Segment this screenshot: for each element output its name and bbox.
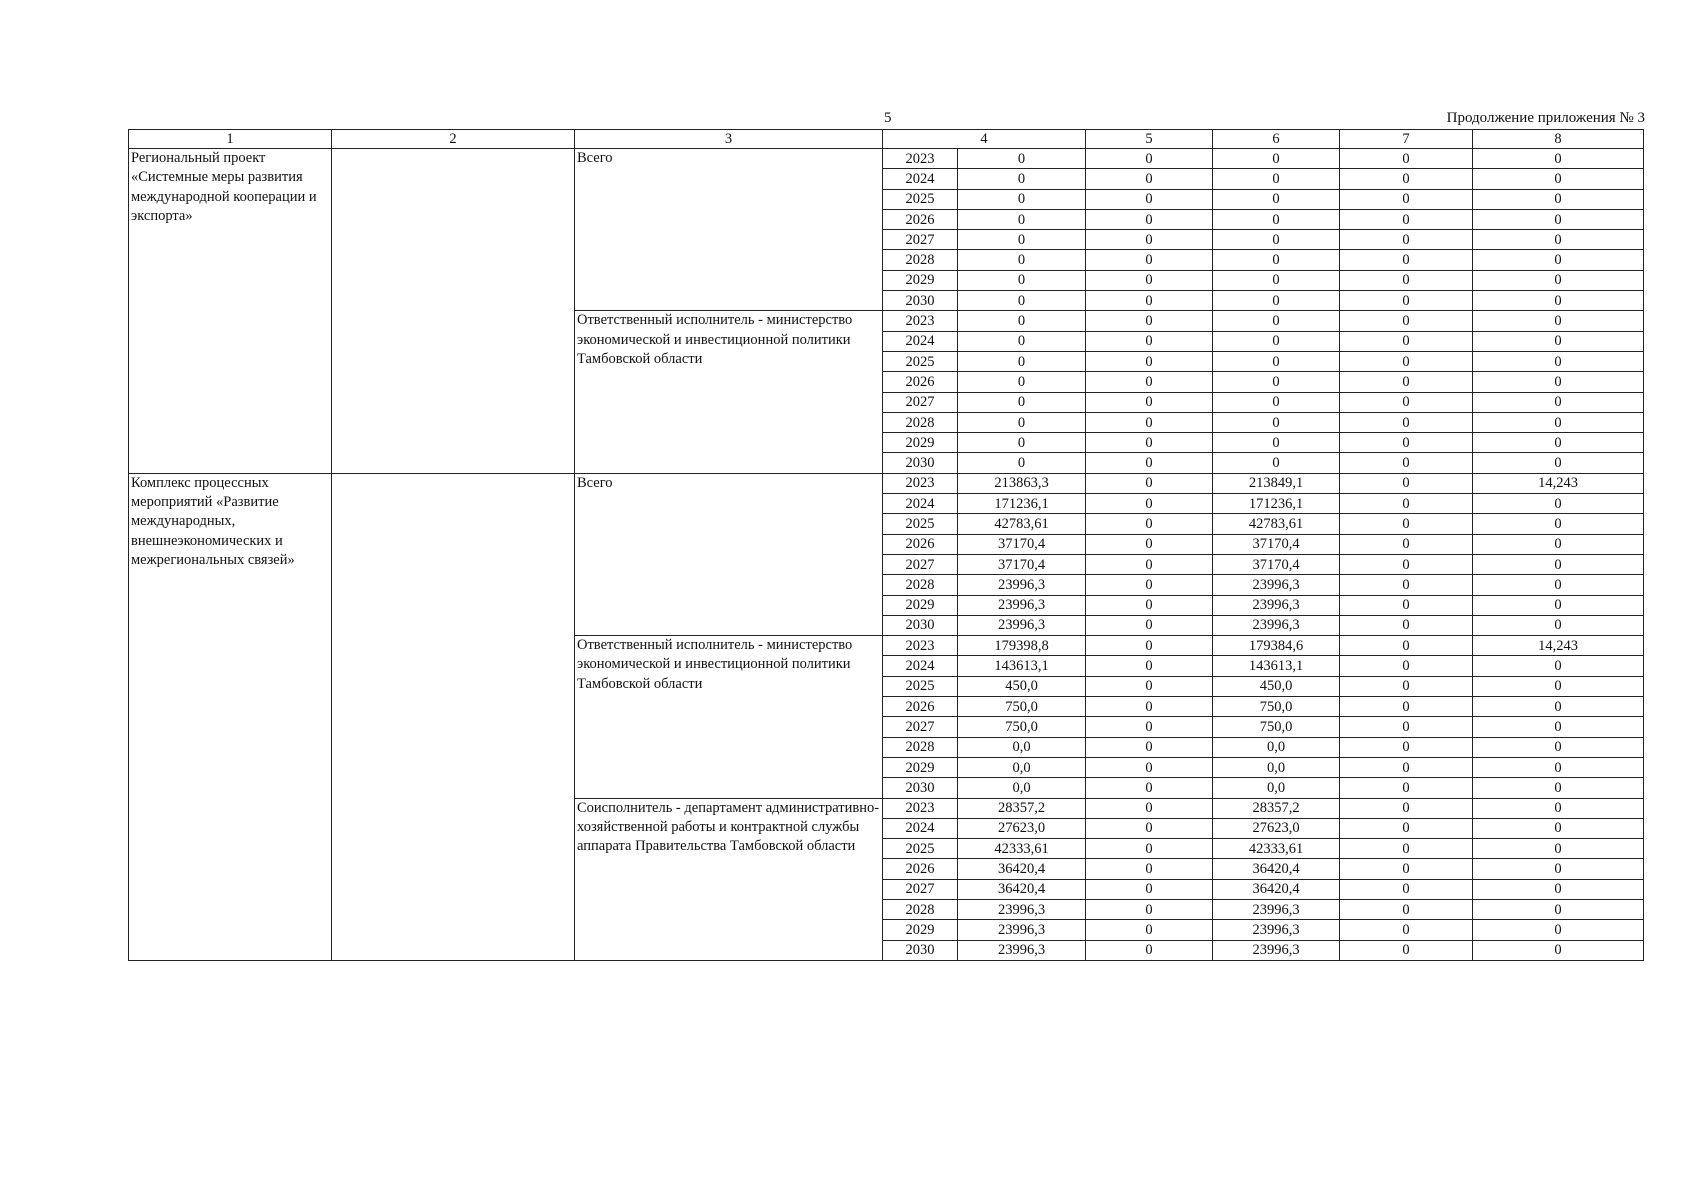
- year-cell: 2030: [883, 291, 958, 311]
- value-cell: 0: [1473, 453, 1644, 473]
- year-cell: 2027: [883, 717, 958, 737]
- group-label-cell: Ответственный исполнитель - министерство экономической и инвестиционной политики Тамбовской области: [575, 636, 883, 798]
- value-cell: 0: [1213, 149, 1340, 169]
- value-cell: 0: [958, 412, 1086, 432]
- value-cell: 0: [1473, 656, 1644, 676]
- year-cell: 2023: [883, 473, 958, 493]
- value-cell: 23996,3: [958, 575, 1086, 595]
- value-cell: 0: [958, 189, 1086, 209]
- value-cell: 0: [1086, 453, 1213, 473]
- value-cell: 0,0: [958, 778, 1086, 798]
- year-cell: 2026: [883, 209, 958, 229]
- value-cell: 0: [1473, 291, 1644, 311]
- group-label-cell: Соисполнитель - департамент административно-хозяйственной работы и контрактной службы аппарата Правительства Тамбовской области: [575, 798, 883, 960]
- value-cell: 37170,4: [1213, 554, 1340, 574]
- value-cell: 0: [1086, 575, 1213, 595]
- value-cell: 0: [1086, 372, 1213, 392]
- value-cell: 0: [1340, 291, 1473, 311]
- value-cell: 0: [1473, 757, 1644, 777]
- value-cell: 0: [1473, 230, 1644, 250]
- value-cell: 0: [1473, 737, 1644, 757]
- year-cell: 2028: [883, 737, 958, 757]
- funding-table: [128, 129, 1644, 961]
- value-cell: 23996,3: [958, 615, 1086, 635]
- value-cell: 750,0: [1213, 697, 1340, 717]
- value-cell: 0: [1340, 412, 1473, 432]
- group-label-cell: Всего: [575, 473, 883, 635]
- value-cell: 0: [1086, 636, 1213, 656]
- value-cell: 213849,1: [1213, 473, 1340, 493]
- value-cell: 750,0: [958, 717, 1086, 737]
- value-cell: 179398,8: [958, 636, 1086, 656]
- column-header-5: 5: [1086, 130, 1213, 149]
- value-cell: 0: [1086, 209, 1213, 229]
- value-cell: 0: [1340, 230, 1473, 250]
- year-cell: 2028: [883, 412, 958, 432]
- value-cell: 750,0: [1213, 717, 1340, 737]
- value-cell: 0: [1086, 778, 1213, 798]
- table-row: [129, 473, 1644, 493]
- value-cell: 0: [1473, 494, 1644, 514]
- value-cell: 0,0: [958, 757, 1086, 777]
- value-cell: 0: [1473, 717, 1644, 737]
- value-cell: 23996,3: [1213, 595, 1340, 615]
- value-cell: 36420,4: [1213, 859, 1340, 879]
- value-cell: 37170,4: [958, 534, 1086, 554]
- value-cell: 0: [1473, 554, 1644, 574]
- year-cell: 2026: [883, 372, 958, 392]
- value-cell: 213863,3: [958, 473, 1086, 493]
- value-cell: 0: [1340, 757, 1473, 777]
- column-header-4: 4: [883, 130, 1086, 149]
- value-cell: 0,0: [958, 737, 1086, 757]
- value-cell: 27623,0: [958, 818, 1086, 838]
- value-cell: 0: [1213, 372, 1340, 392]
- value-cell: 0: [1340, 717, 1473, 737]
- value-cell: 0,0: [1213, 737, 1340, 757]
- value-cell: 0: [1340, 331, 1473, 351]
- section-col2-cell: [332, 149, 575, 474]
- value-cell: 0: [1086, 899, 1213, 919]
- value-cell: 0: [958, 331, 1086, 351]
- value-cell: 0: [1340, 697, 1473, 717]
- year-cell: 2025: [883, 189, 958, 209]
- value-cell: 0: [1086, 595, 1213, 615]
- value-cell: 0: [1340, 311, 1473, 331]
- value-cell: 0: [1340, 920, 1473, 940]
- value-cell: 0: [1086, 757, 1213, 777]
- year-cell: 2027: [883, 879, 958, 899]
- value-cell: 143613,1: [958, 656, 1086, 676]
- value-cell: 0: [1213, 311, 1340, 331]
- year-cell: 2029: [883, 595, 958, 615]
- value-cell: 0: [1086, 250, 1213, 270]
- value-cell: 23996,3: [1213, 940, 1340, 960]
- value-cell: 0: [1340, 818, 1473, 838]
- value-cell: 0: [1473, 270, 1644, 290]
- value-cell: 0: [1340, 250, 1473, 270]
- value-cell: 0: [1340, 514, 1473, 534]
- value-cell: 0: [1340, 839, 1473, 859]
- year-cell: 2027: [883, 230, 958, 250]
- value-cell: 0: [1086, 412, 1213, 432]
- value-cell: 0: [1340, 494, 1473, 514]
- value-cell: 0: [1340, 270, 1473, 290]
- value-cell: 0: [1340, 351, 1473, 371]
- value-cell: 0: [1473, 412, 1644, 432]
- value-cell: 0: [1086, 859, 1213, 879]
- value-cell: 0: [1213, 209, 1340, 229]
- year-cell: 2024: [883, 169, 958, 189]
- value-cell: 0: [1473, 169, 1644, 189]
- year-cell: 2027: [883, 392, 958, 412]
- value-cell: 28357,2: [958, 798, 1086, 818]
- year-cell: 2025: [883, 351, 958, 371]
- value-cell: 0: [1340, 899, 1473, 919]
- value-cell: 0: [1213, 250, 1340, 270]
- value-cell: 750,0: [958, 697, 1086, 717]
- value-cell: 0: [1473, 839, 1644, 859]
- value-cell: 143613,1: [1213, 656, 1340, 676]
- year-cell: 2024: [883, 494, 958, 514]
- value-cell: 0: [958, 209, 1086, 229]
- value-cell: 0: [958, 372, 1086, 392]
- value-cell: 0: [1473, 615, 1644, 635]
- value-cell: 0: [958, 311, 1086, 331]
- year-cell: 2024: [883, 656, 958, 676]
- value-cell: 0: [1086, 392, 1213, 412]
- value-cell: 0: [1473, 351, 1644, 371]
- value-cell: 0: [1473, 433, 1644, 453]
- value-cell: 0: [1086, 879, 1213, 899]
- year-cell: 2023: [883, 149, 958, 169]
- value-cell: 0: [958, 250, 1086, 270]
- value-cell: 0: [958, 149, 1086, 169]
- value-cell: 23996,3: [1213, 899, 1340, 919]
- value-cell: 0: [1213, 230, 1340, 250]
- year-cell: 2025: [883, 676, 958, 696]
- value-cell: 0: [1473, 189, 1644, 209]
- value-cell: 0: [1340, 554, 1473, 574]
- value-cell: 0: [1473, 940, 1644, 960]
- value-cell: 0: [1340, 636, 1473, 656]
- value-cell: 0: [1473, 697, 1644, 717]
- value-cell: 0: [1473, 514, 1644, 534]
- year-cell: 2030: [883, 778, 958, 798]
- value-cell: 23996,3: [958, 899, 1086, 919]
- value-cell: 0: [1340, 798, 1473, 818]
- value-cell: 0: [1086, 920, 1213, 940]
- section-name-cell: Региональный проект «Системные меры развития международной кооперации и экспорта»: [129, 149, 332, 474]
- value-cell: 0: [1473, 250, 1644, 270]
- year-cell: 2028: [883, 250, 958, 270]
- year-cell: 2023: [883, 636, 958, 656]
- column-header-6: 6: [1213, 130, 1340, 149]
- value-cell: 0: [958, 453, 1086, 473]
- value-cell: 0: [1086, 230, 1213, 250]
- value-cell: 23996,3: [958, 940, 1086, 960]
- value-cell: 0: [1340, 169, 1473, 189]
- value-cell: 0: [958, 169, 1086, 189]
- value-cell: 0: [1213, 412, 1340, 432]
- year-cell: 2029: [883, 920, 958, 940]
- value-cell: 450,0: [1213, 676, 1340, 696]
- value-cell: 42333,61: [958, 839, 1086, 859]
- value-cell: 0: [1086, 514, 1213, 534]
- value-cell: 0: [1473, 920, 1644, 940]
- value-cell: 0: [1340, 372, 1473, 392]
- value-cell: 0: [1473, 392, 1644, 412]
- value-cell: 0: [958, 270, 1086, 290]
- value-cell: 171236,1: [1213, 494, 1340, 514]
- section-col2-cell: [332, 473, 575, 960]
- value-cell: 0: [1213, 392, 1340, 412]
- year-cell: 2023: [883, 798, 958, 818]
- year-cell: 2026: [883, 534, 958, 554]
- value-cell: 0: [1473, 818, 1644, 838]
- value-cell: 0: [1086, 554, 1213, 574]
- column-header-3: 3: [575, 130, 883, 149]
- value-cell: 0: [1473, 859, 1644, 879]
- value-cell: 0: [1086, 291, 1213, 311]
- value-cell: 23996,3: [958, 595, 1086, 615]
- value-cell: 0: [1473, 311, 1644, 331]
- column-header-7: 7: [1340, 130, 1473, 149]
- value-cell: 0: [1340, 433, 1473, 453]
- value-cell: 0: [1340, 778, 1473, 798]
- value-cell: 0: [1086, 737, 1213, 757]
- year-cell: 2030: [883, 940, 958, 960]
- value-cell: 0: [1086, 189, 1213, 209]
- year-cell: 2028: [883, 575, 958, 595]
- header-row: [129, 130, 1644, 149]
- value-cell: 0: [1340, 859, 1473, 879]
- value-cell: 0: [1340, 940, 1473, 960]
- year-cell: 2025: [883, 514, 958, 534]
- year-cell: 2026: [883, 859, 958, 879]
- value-cell: 0: [1473, 899, 1644, 919]
- value-cell: 171236,1: [958, 494, 1086, 514]
- value-cell: 0: [1473, 331, 1644, 351]
- value-cell: 23996,3: [1213, 920, 1340, 940]
- value-cell: 0: [1213, 169, 1340, 189]
- value-cell: 0: [1086, 433, 1213, 453]
- table-row: [129, 149, 1644, 169]
- value-cell: 0: [1340, 392, 1473, 412]
- column-header-1: 1: [129, 130, 332, 149]
- value-cell: 0: [1340, 473, 1473, 493]
- year-cell: 2029: [883, 433, 958, 453]
- value-cell: 0: [1340, 595, 1473, 615]
- value-cell: 0: [958, 433, 1086, 453]
- value-cell: 0,0: [1213, 778, 1340, 798]
- year-cell: 2024: [883, 331, 958, 351]
- value-cell: 0: [1086, 818, 1213, 838]
- value-cell: 0: [1086, 149, 1213, 169]
- value-cell: 36420,4: [958, 879, 1086, 899]
- column-header-2: 2: [332, 130, 575, 149]
- value-cell: 37170,4: [1213, 534, 1340, 554]
- year-cell: 2028: [883, 899, 958, 919]
- value-cell: 42783,61: [1213, 514, 1340, 534]
- value-cell: 37170,4: [958, 554, 1086, 574]
- page-number: 5: [884, 110, 892, 126]
- year-cell: 2025: [883, 839, 958, 859]
- section-name-cell: Комплекс процессных мероприятий «Развитие международных, внешнеэкономических и межрегиональных связей»: [129, 473, 332, 960]
- column-header-8: 8: [1473, 130, 1644, 149]
- value-cell: 0: [1086, 717, 1213, 737]
- value-cell: 0: [1340, 879, 1473, 899]
- value-cell: 0: [1340, 575, 1473, 595]
- year-cell: 2027: [883, 554, 958, 574]
- value-cell: 0: [1473, 798, 1644, 818]
- value-cell: 0: [1086, 798, 1213, 818]
- value-cell: 0: [1473, 676, 1644, 696]
- value-cell: 0: [1340, 676, 1473, 696]
- year-cell: 2026: [883, 697, 958, 717]
- value-cell: 0: [1473, 534, 1644, 554]
- value-cell: 0: [1086, 351, 1213, 371]
- value-cell: 0: [1340, 189, 1473, 209]
- value-cell: 0: [1340, 534, 1473, 554]
- value-cell: 0,0: [1213, 757, 1340, 777]
- value-cell: 0: [1473, 778, 1644, 798]
- value-cell: 23996,3: [958, 920, 1086, 940]
- table-body: [129, 149, 1644, 961]
- value-cell: 27623,0: [1213, 818, 1340, 838]
- group-label-cell: Всего: [575, 149, 883, 311]
- value-cell: 23996,3: [1213, 615, 1340, 635]
- value-cell: 0: [1086, 494, 1213, 514]
- value-cell: 0: [1473, 595, 1644, 615]
- value-cell: 0: [1086, 311, 1213, 331]
- value-cell: 0: [1086, 169, 1213, 189]
- value-cell: 42333,61: [1213, 839, 1340, 859]
- value-cell: 28357,2: [1213, 798, 1340, 818]
- group-label-cell: Ответственный исполнитель - министерство экономической и инвестиционной политики Тамбовской области: [575, 311, 883, 473]
- value-cell: 0: [1473, 372, 1644, 392]
- value-cell: 0: [1213, 291, 1340, 311]
- value-cell: 0: [1086, 676, 1213, 696]
- value-cell: 0: [1086, 940, 1213, 960]
- value-cell: 0: [1086, 697, 1213, 717]
- value-cell: 0: [1086, 534, 1213, 554]
- value-cell: 0: [1340, 737, 1473, 757]
- value-cell: 450,0: [958, 676, 1086, 696]
- value-cell: 0: [958, 291, 1086, 311]
- value-cell: 0: [1086, 473, 1213, 493]
- value-cell: 179384,6: [1213, 636, 1340, 656]
- value-cell: 14,243: [1473, 636, 1644, 656]
- value-cell: 0: [958, 392, 1086, 412]
- value-cell: 36420,4: [958, 859, 1086, 879]
- value-cell: 0: [1086, 615, 1213, 635]
- value-cell: 0: [1340, 615, 1473, 635]
- value-cell: 0: [1473, 879, 1644, 899]
- year-cell: 2024: [883, 818, 958, 838]
- value-cell: 0: [1473, 149, 1644, 169]
- value-cell: 0: [1473, 209, 1644, 229]
- value-cell: 0: [1086, 839, 1213, 859]
- value-cell: 0: [1340, 656, 1473, 676]
- value-cell: 0: [1213, 270, 1340, 290]
- value-cell: 0: [958, 351, 1086, 371]
- value-cell: 0: [1213, 351, 1340, 371]
- value-cell: 0: [1213, 433, 1340, 453]
- year-cell: 2029: [883, 270, 958, 290]
- value-cell: 0: [1213, 331, 1340, 351]
- value-cell: 0: [1086, 656, 1213, 676]
- value-cell: 0: [1086, 331, 1213, 351]
- value-cell: 0: [1213, 189, 1340, 209]
- value-cell: 0: [1340, 149, 1473, 169]
- continuation-label: Продолжение приложения № 3: [1446, 110, 1645, 126]
- value-cell: 0: [958, 230, 1086, 250]
- year-cell: 2023: [883, 311, 958, 331]
- year-cell: 2030: [883, 453, 958, 473]
- value-cell: 36420,4: [1213, 879, 1340, 899]
- value-cell: 14,243: [1473, 473, 1644, 493]
- value-cell: 23996,3: [1213, 575, 1340, 595]
- value-cell: 0: [1473, 575, 1644, 595]
- year-cell: 2030: [883, 615, 958, 635]
- value-cell: 0: [1340, 453, 1473, 473]
- value-cell: 0: [1213, 453, 1340, 473]
- value-cell: 42783,61: [958, 514, 1086, 534]
- value-cell: 0: [1086, 270, 1213, 290]
- year-cell: 2029: [883, 757, 958, 777]
- value-cell: 0: [1340, 209, 1473, 229]
